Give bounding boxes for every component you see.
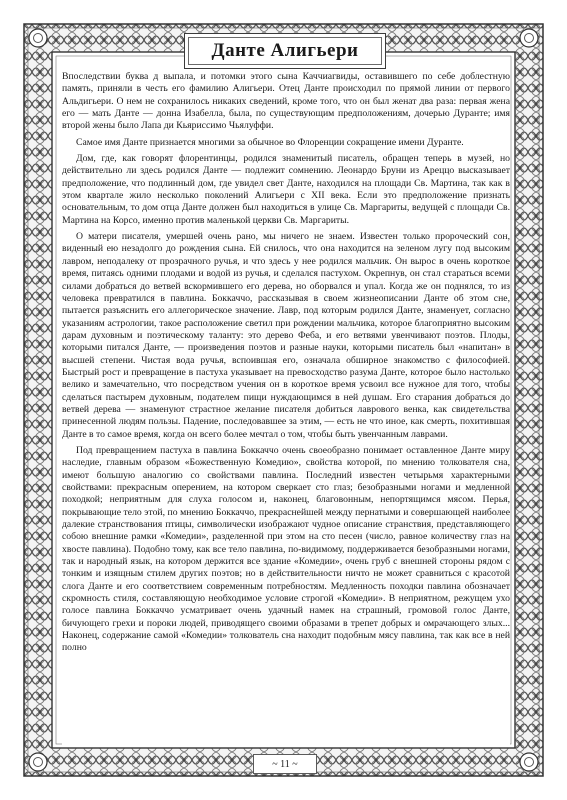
page-number: ~ 11 ~: [253, 754, 317, 774]
paragraph: Впоследствии буква д выпала, и потомки этого сына Каччиагвиды, оставившего по себе доблестную память, приняли в честь его фамилию Алигьери. Отец Данте происходил по прямой линии от первого Альдигьери. О нем не сохранилось никаких сведений, кроме того, что он был женат два раза: первая жена его — мать Данте — донна Изабелла, была, по существующим предположениям, дочерью Дуранте; имя второй жены было Лапа ди Кьяриссимо Чьялуффи.: [62, 71, 510, 132]
paragraph: О матери писателя, умершей очень рано, мы ничего не знаем. Известен только пророческий сон, виденный ею незадолго до рождения сына. Ей снилось, что она находится на зеленом лугу под высоким лавром, неподалеку от прозрачного ручья, и что здесь у нее родился мальчик. Он вырос в очень короткое время, питаясь одними плодами и водой из ручья, и сделался пастухом. Окрепнув, он стал стараться всеми силами добраться до ветвей вскормившего его дерева, но оборвался и упал. Когда же он поднялся, то из человека превратился в павлина. Боккаччо, рассказывая в своем жизнеописании Данте об этом сне, пытается разъяснить его аллегорическое значение. Лавр, под которым родился Данте, знаменует, согласно указаниям астрологии, такое расположение светил при рождении мальчика, которое благоприятно высоким дарам духовным и поэтическому таланту: это дерево Феба, и его ветвями увенчивают поэтов. Плоды, которыми питался Данте, — произведения поэтов и разные науки, которыми писатель был «напитан» в высшей степени. Чистая вода ручья, вспоившая его, означала обширное знакомство с философией. Быстрый рост и превращение в пастуха указывает на превосходство разума Данте, которое было настолько велико и замечательно, что посредством учения он в короткое время усвоил все нужное для того, чтобы сделаться пастырем духовным, подателем пищи нуждающимся в ней душам. Его старания добраться до ветвей дерева — знаменуют страстное желание писателя добиться лаврового венка, как свидетельства принесенной людям пользы. Падение, последовавшее за этим, — есть не что иное, как смерть, похитившая Данте в то самое время, когда он всего более мечтал о том, чтобы быть увенчанным лаврами.: [62, 231, 510, 440]
title-plaque: [184, 33, 386, 69]
page-title: Данте Алигьери: [211, 40, 359, 61]
paragraph: Под превращением пастуха в павлина Боккаччо очень своеобразно понимает оставленное Данте миру наследие, главным образом «Божественную Комедию», свойства которой, по мнению толкователя сна, имеют большую аналогию со свойствами павлина. Последний известен четырьмя характерными свойствами: прекрасным оперением, на котором сверкает сто глаз; безобразными ногами и медленной походкой; неприятным для слуха голосом и, наконец, благовонным, непортящимся мясом. Перья, покрывающие тело этой, по мнению Боккаччо, прекраснейшей между пернатыми и совершающей наиболее далекие странствования птицы, символически изображают чудное описание странствия, представляющего собою внешние рамки «Комедии», разделенной при этом на сто песен (число, равное количеству глаз на хвосте павлина). Подобно тому, как все тело павлина, по-видимому, поддерживается безобразными ногами, так и народный язык, на котором держится все здание «Комедии», очень груб с внешней стороны рядом с тонким и изящным стилем других поэтов; но в действительности ничто не может сравниться с красотой слога Данте и его соответствием современным потребностям. Медленность походки павлина обозначает скромность стиля, составляющую необходимое условие строгой «Комедии». В неприятном, режущем ухо голосе павлина Боккаччо усматривает очень удачный намек на страшный, громовой голос Данте, бичующего грехи и пороки людей, приводящего своими образами в трепет добрых и омрачающего злых... Наконец, содержание самой «Комедии» толкователь сна находит подобным мясу павлина, так как все в ней полно: [62, 444, 510, 654]
paragraph: Дом, где, как говорят флорентинцы, родился знаменитый писатель, обращен теперь в музей, но действительно ли здесь родился Данте — подлежит сомнению. Леонардо Бруни из Ареццо высказывает предположение, что подлинный дом, где увидел свет Данте, находился на площади Св. Мартина, так как в этом квартале жило несколько поколений Алигьери с XII века. Если это предположение признать основательным, то дом отца Данте должен был находиться в улице Св. Маргариты, ведущей с площади Св. Мартина на Корсо, именно против маленькой церкви Св. Маргариты.: [62, 153, 510, 226]
body-text: [62, 71, 510, 746]
paragraph: Самое имя Данте признается многими за обычное во Флоренции сокращение имени Дуранте.: [76, 136, 464, 148]
